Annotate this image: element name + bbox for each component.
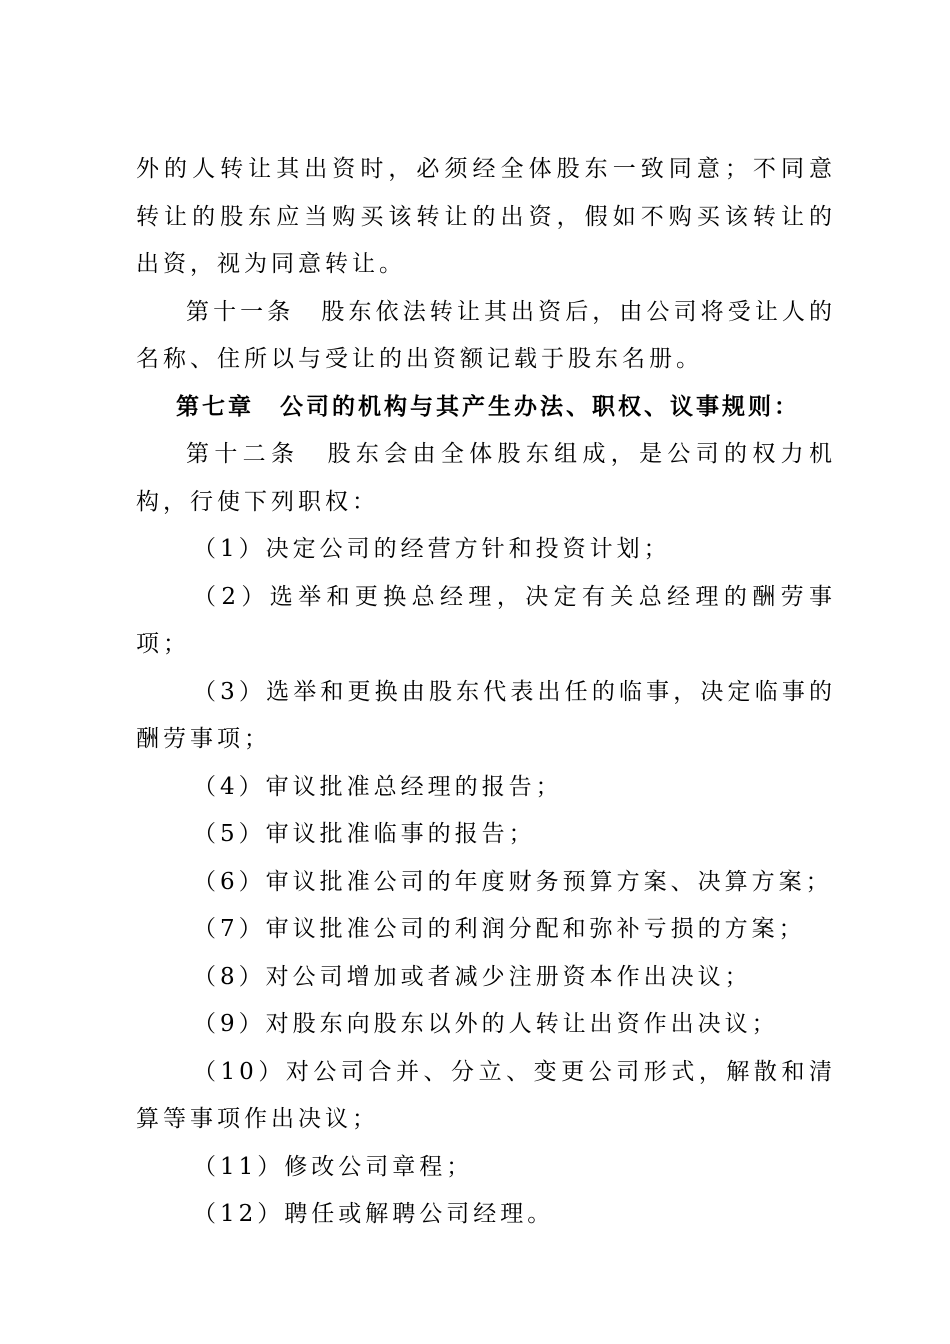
item-3: （3）选举和更换由股东代表出任的临事，决定临事的酬劳事项； [136, 678, 836, 752]
article-12: 第十二条 股东会由全体股东组成，是公司的权力机构，行使下列职权： [136, 441, 836, 515]
item-10: （10）对公司合并、分立、变更公司形式，解散和清算等事项作出决议； [136, 1058, 836, 1132]
paragraph-continuation: 外的人转让其出资时，必须经全体股东一致同意；不同意转让的股东应当购买该转让的出资，假如不购买该转让的出资，视为同意转让。 [136, 156, 836, 277]
article-11: 第十一条 股东依法转让其出资后，由公司将受让人的名称、住所以与受让的出资额记载于股东名册。 [136, 298, 836, 372]
item-11: （11）修改公司章程； [193, 1153, 474, 1180]
item-6: （6）审议批准公司的年度财务预算方案、决算方案； [193, 868, 833, 895]
item-4: （4）审议批准总经理的报告； [193, 773, 563, 800]
item-9: （9）对股东向股东以外的人转让出资作出决议； [193, 1011, 779, 1037]
item-12: （12）聘任或解聘公司经理。 [193, 1201, 555, 1227]
chapter-7-heading: 第七章 公司的机构与其产生办法、职权、议事规则： [176, 393, 800, 420]
item-7: （7）审议批准公司的利润分配和弥补亏损的方案； [193, 916, 806, 942]
item-1: （1）决定公司的经营方针和投资计划； [193, 536, 671, 562]
document-body [136, 146, 836, 1239]
item-5: （5）审议批准临事的报告； [193, 821, 536, 847]
item-8: （8）对公司增加或者减少注册资本作出决议； [193, 963, 752, 990]
item-2: （2）选举和更换总经理，决定有关总经理的酬劳事项； [136, 583, 836, 657]
